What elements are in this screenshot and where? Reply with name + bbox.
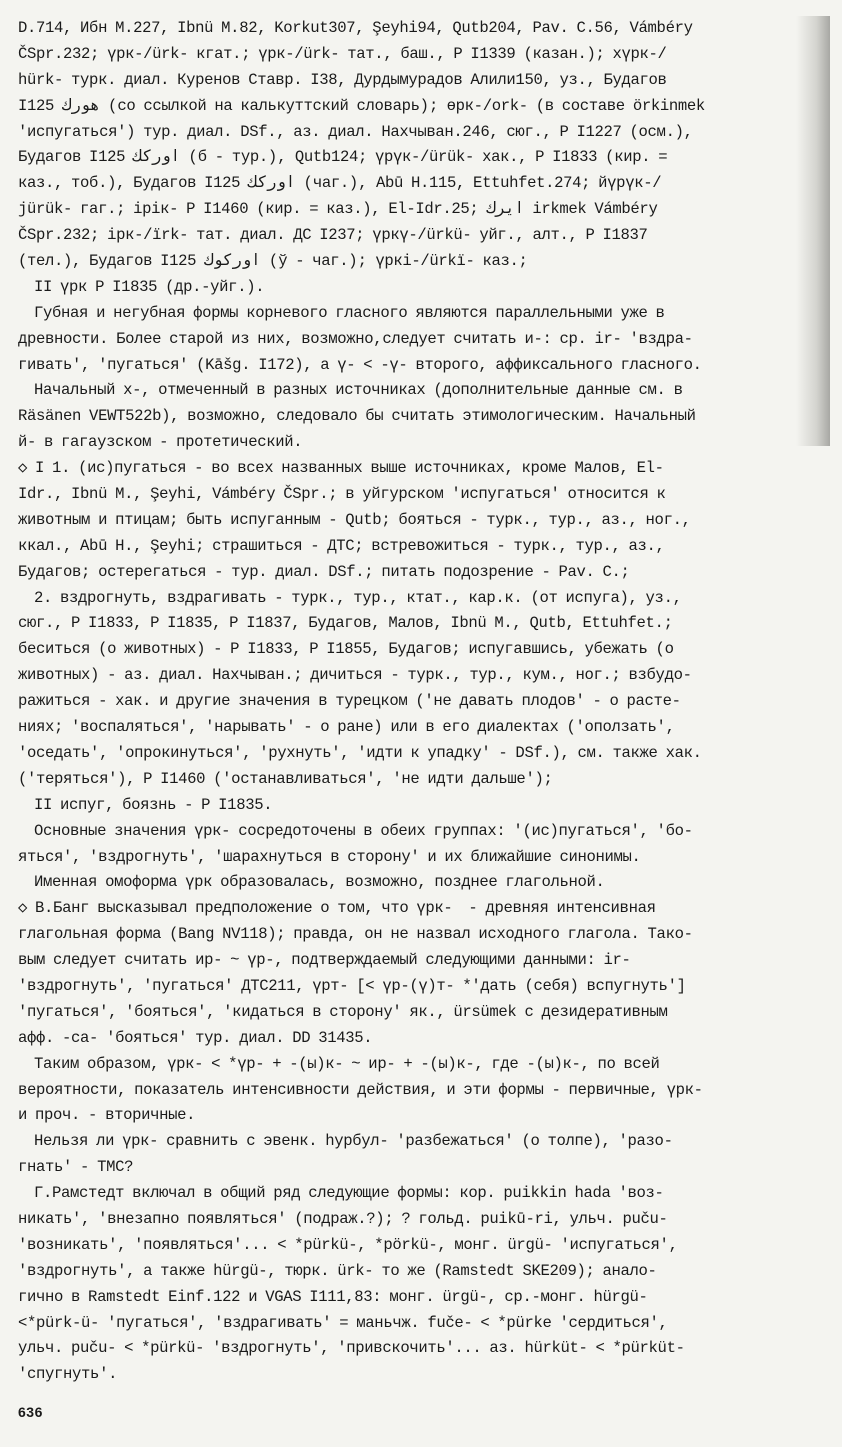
text-line: ČSpr.232; ірк-/ïrk- тат. диал. ДС I237; үркү-/ürkü- уйг., алт., Р I1837 [18, 226, 648, 245]
text-line: животных) - аз. диал. Нахчыван.; дичиться - турк., тур., кум., ног.; взбудо- [18, 666, 692, 685]
page-body [18, 16, 830, 1436]
text-line: ČSpr.232; үрк-/ürk- кгат.; үрк-/ürk- тат., баш., Р I1339 (казан.); хүрк-/ [18, 44, 667, 63]
text-line: сюг., Р I1833, Р I1835, Р I1837, Будагов, Малов, Ibnü M., Qutb, Ettuhfet.; [18, 614, 673, 633]
text-line: Нельзя ли үрк- сравнить с эвенк. һурбул- 'разбежаться' (о толпе), 'разо- [18, 1132, 673, 1151]
text-line: глагольная форма (Bang NV118); правда, он не назвал исходного глагола. Тако- [18, 925, 693, 944]
text-line: яться', 'вздрогнуть', 'шарахнуться в сторону' и их ближайшие синонимы. [18, 847, 641, 866]
text-line: Губная и негубная формы корневого гласного являются параллельными уже в [18, 303, 665, 322]
text-line: II испуг, боязнь - Р I1835. [18, 795, 273, 814]
text-line: каз., тоб.), Будагов I125 اوركك (чаг.), Abū H.115, Ettuhfet.274; йүрүк-/ [18, 174, 662, 193]
text-line: афф. -са- 'бояться' тур. диал. DD 31435. [18, 1028, 373, 1047]
text-line: ◇ I 1. (ис)пугаться - во всех названных выше источниках, кроме Малов, El- [18, 459, 664, 478]
text-line: Таким образом, үрк- < *үр- + -(ы)к- ~ ир- + -(ы)к-, где -(ы)к-, по всей [18, 1054, 660, 1073]
text-line: Будагов I125 اوركك (б - тур.), Qutb124; үрүк-/ürük- хак., Р I1833 (кир. = [18, 148, 668, 167]
text-line: животным и птицам; быть испуганным - Qutb; бояться - турк., тур., аз., ног., [18, 510, 691, 529]
text-line: и проч. - вторичные. [18, 1106, 196, 1125]
text-line: 2. вздрогнуть, вздрагивать - турк., тур., ктат., кар.к. (от испуга), уз., [18, 588, 682, 607]
page-edge-shadow [796, 16, 830, 446]
text-line: Начальный х-, отмеченный в разных источниках (дополнительные данные см. в [18, 381, 683, 400]
text-line: 'возникать', 'появляться'... < *pürkü-, *pörkü-, монг. ürgü- 'испугаться', [18, 1235, 678, 1254]
page-number: 636 [18, 1404, 43, 1420]
text-line: hürk- турк. диал. Куренов Ставр. I38, Дурдымурадов Алили150, уз., Будагов [18, 70, 667, 89]
text-line: D.714, Ибн М.227, Ibnü M.82, Korkut307, Şeyhi94, Qutb204, Pav. C.56, Vámbéry [18, 19, 693, 37]
text-line: ('теряться'), Р I1460 ('останавливаться', 'не идти дальше'); [18, 769, 553, 788]
text-line: вероятности, показатель интенсивности действия, и эти формы - первичные, үрк- [18, 1080, 703, 1099]
text-line: ражиться - хак. и другие значения в турецком ('не давать плодов' - о расте- [18, 692, 681, 711]
text-line: никать', 'внезапно появляться' (подраж.?); ? гольд. puikū-ri, ульч. puču- [18, 1209, 668, 1228]
text-line: ◇ В.Банг высказывал предположение о том, что үрк- - древняя интенсивная [18, 899, 656, 918]
text-line: 'спугнуть'. [18, 1365, 118, 1384]
text-line: 'оседать', 'опрокинуться', 'рухнуть', 'идти к упадку' - DSf.), см. также хак. [18, 743, 702, 762]
text-line: Räsänen VEWT522b), возможно, следовало бы считать этимологическим. Начальный [18, 407, 696, 426]
text-line: jürük- гаг.; ірік- Р I1460 (кир. = каз.), El-Idr.25; ايرك irkmek Vámbéry [18, 200, 658, 219]
text-line: древности. Более старой из них, возможно,следует считать и-: ср. ir- 'вздра- [18, 329, 693, 348]
text-line: гнать' - ТМС? [18, 1158, 134, 1177]
text-line: <*pürk-ü- 'пугаться', 'вздрагивать' = маньчж. fuče- < *pürke 'сердиться', [18, 1313, 668, 1332]
text-line: гивать', 'пугаться' (Kāšg. I172), а ү- < -ү- второго, аффиксального гласного. [18, 355, 702, 374]
article-text [18, 16, 830, 1388]
text-line: й- в гагаузском - протетический. [18, 433, 303, 452]
text-line: II үрк Р I1835 (др.-уйг.). [18, 277, 265, 296]
text-line: (тел.), Будагов I125 اوركوك (ў - чаг.); үркі-/ürkï- каз.; [18, 252, 528, 271]
text-line: Г.Рамстедт включал в общий ряд следующие формы: кор. puikkin hada 'воз- [18, 1184, 664, 1203]
text-line: 'вздрогнуть', 'пугаться' ДТС211, үрт- [< үр-(ү)т- *'дать (себя) вспугнуть'] [18, 976, 686, 995]
text-line: 'вздрогнуть', а также hürgü-, тюрк. ürk- то же (Ramstedt SKE209); анало- [18, 1261, 657, 1280]
text-line: ульч. puču- < *pürkü- 'вздрогнуть', 'привскочить'... аз. hürküt- < *pürküt- [18, 1339, 685, 1358]
text-line: ккал., Abū H., Şeyhi; страшиться - ДТС; встревожиться - турк., тур., аз., [18, 536, 665, 555]
text-line: вым следует считать ир- ~ үр-, подтверждаемый следующими данными: ir- [18, 951, 631, 970]
text-line: I125 هورك (со ссылкой на калькуттский словарь); өрк-/ork- (в составе örkinmek [18, 96, 705, 115]
text-line: 'пугаться', 'бояться', 'кидаться в сторону' як., ürsümek с дезидеративным [18, 1002, 668, 1021]
text-line: Именная омоформа үрк образовалась, возможно, позднее глагольной. [18, 873, 605, 892]
text-line: ниях; 'воспаляться', 'нарывать' - о ране) или в его диалектах ('оползать', [18, 718, 675, 737]
text-line: Будагов; остерегаться - тур. диал. DSf.; питать подозрение - Pav. C.; [18, 562, 630, 581]
text-line: Основные значения үрк- сосредоточены в обеих группах: '(ис)пугаться', 'бо- [18, 821, 693, 840]
text-line: 'испугаться') тур. диал. DSf., аз. диал. Нахчыван.246, сюг., Р I1227 (осм.), [18, 122, 693, 141]
text-line: Idr., Ibnü M., Şeyhi, Vámbéry ČSpr.; в уйгурском 'испугаться' относится к [18, 485, 666, 504]
text-line: гично в Ramstedt Einf.122 и VGAS I111,83: монг. ürgü-, ср.-монг. hürgü- [18, 1287, 648, 1306]
text-line: беситься (о животных) - Р I1833, Р I1855, Будагов; испугавшись, убежать (о [18, 640, 674, 659]
